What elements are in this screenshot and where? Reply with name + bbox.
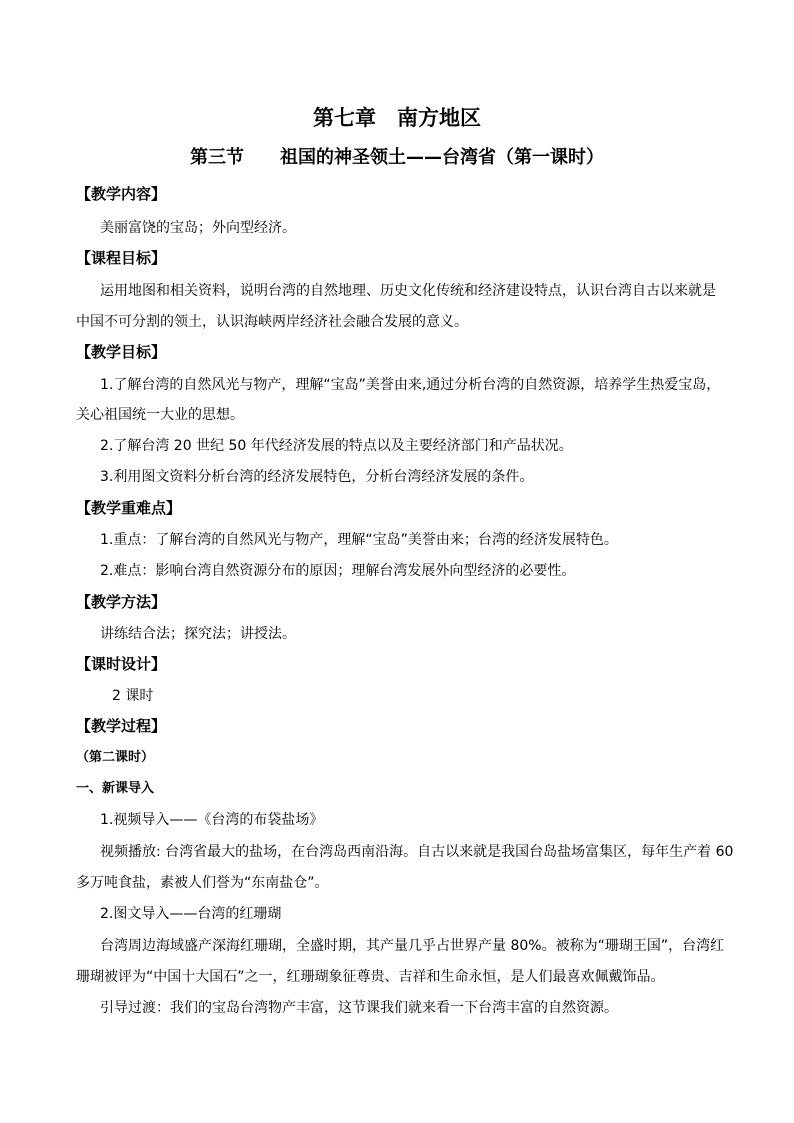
paragraph-line: 多万吨食盐，素被人们誉为“东南盐仓”。 — [76, 875, 329, 891]
section-heading: 【课时设计】 — [76, 655, 167, 673]
paragraph-line: 运用地图和相关资料，说明台湾的自然地理、历史文化传统和经济建设特点，认识台湾自古以来就是 — [100, 283, 716, 299]
section-heading: 【教学方法】 — [76, 593, 167, 611]
paragraph-line: 美丽富饶的宝岛；外向型经济。 — [100, 220, 296, 236]
section-heading: 【教学目标】 — [76, 343, 167, 361]
paragraph-line: 台湾周边海域盛产深海红珊瑚，全盛时期，其产量几乎占世界产量 80%。被称为“珊瑚王国”，台湾红 — [100, 938, 725, 954]
paragraph-line: 2.难点：影响台湾自然资源分布的原因；理解台湾发展外向型经济的必要性。 — [100, 563, 576, 579]
paragraph-line: 讲练结合法；探究法；讲授法。 — [100, 626, 296, 642]
paragraph-line: 1.视频导入——《台湾的布袋盐场》 — [100, 812, 324, 828]
section-heading: 【教学重难点】 — [76, 499, 182, 517]
paragraph-line: 2.图文导入——台湾的红珊瑚 — [100, 906, 282, 922]
sub-heading: 一、新课导入 — [76, 781, 155, 796]
paragraph-line: 引导过渡：我们的宝岛台湾物产丰富，这节课我们就来看一下台湾丰富的自然资源。 — [100, 1000, 618, 1016]
chapter-title: 第七章 南方地区 — [313, 106, 481, 130]
paragraph-line: 3.利用图文资料分析台湾的经济发展特色，分析台湾经济发展的条件。 — [100, 469, 534, 485]
paragraph-line: 珊瑚被评为“中国十大国石”之一，红珊瑚象征尊贵、吉祥和生命永恒，是人们最喜欢佩戴饰品。 — [76, 969, 665, 985]
paragraph-line: 2 课时 — [112, 688, 154, 704]
section-heading: 【教学过程】 — [76, 717, 167, 735]
section-heading: 【课程目标】 — [76, 249, 167, 267]
paragraph-line: 视频播放: 台湾省最大的盐场，在台湾岛西南沿海。自古以来就是我国台岛盐场富集区，每年生产着 60 — [100, 844, 734, 860]
section-heading: 【教学内容】 — [76, 185, 167, 203]
paragraph-line: 中国不可分割的领土，认识海峡两岸经济社会融合发展的意义。 — [76, 314, 468, 330]
sub-heading: （第二课时） — [76, 750, 155, 765]
paragraph-line: 2.了解台湾 20 世纪 50 年代经济发展的特点以及主要经济部门和产品状况。 — [100, 438, 573, 454]
paragraph-line: 1.重点：了解台湾的自然风光与物产，理解“宝岛”美誉由来；台湾的经济发展特色。 — [100, 532, 618, 548]
paragraph-line: 1.了解台湾的自然风光与物产，理解“宝岛”美誉由来,通过分析台湾的自然资源，培养学生热爱宝岛， — [100, 377, 721, 393]
section-title: 第三节 祖国的神圣领土——台湾省（第一课时） — [190, 147, 604, 168]
paragraph-line: 关心祖国统一大业的思想。 — [76, 407, 244, 423]
